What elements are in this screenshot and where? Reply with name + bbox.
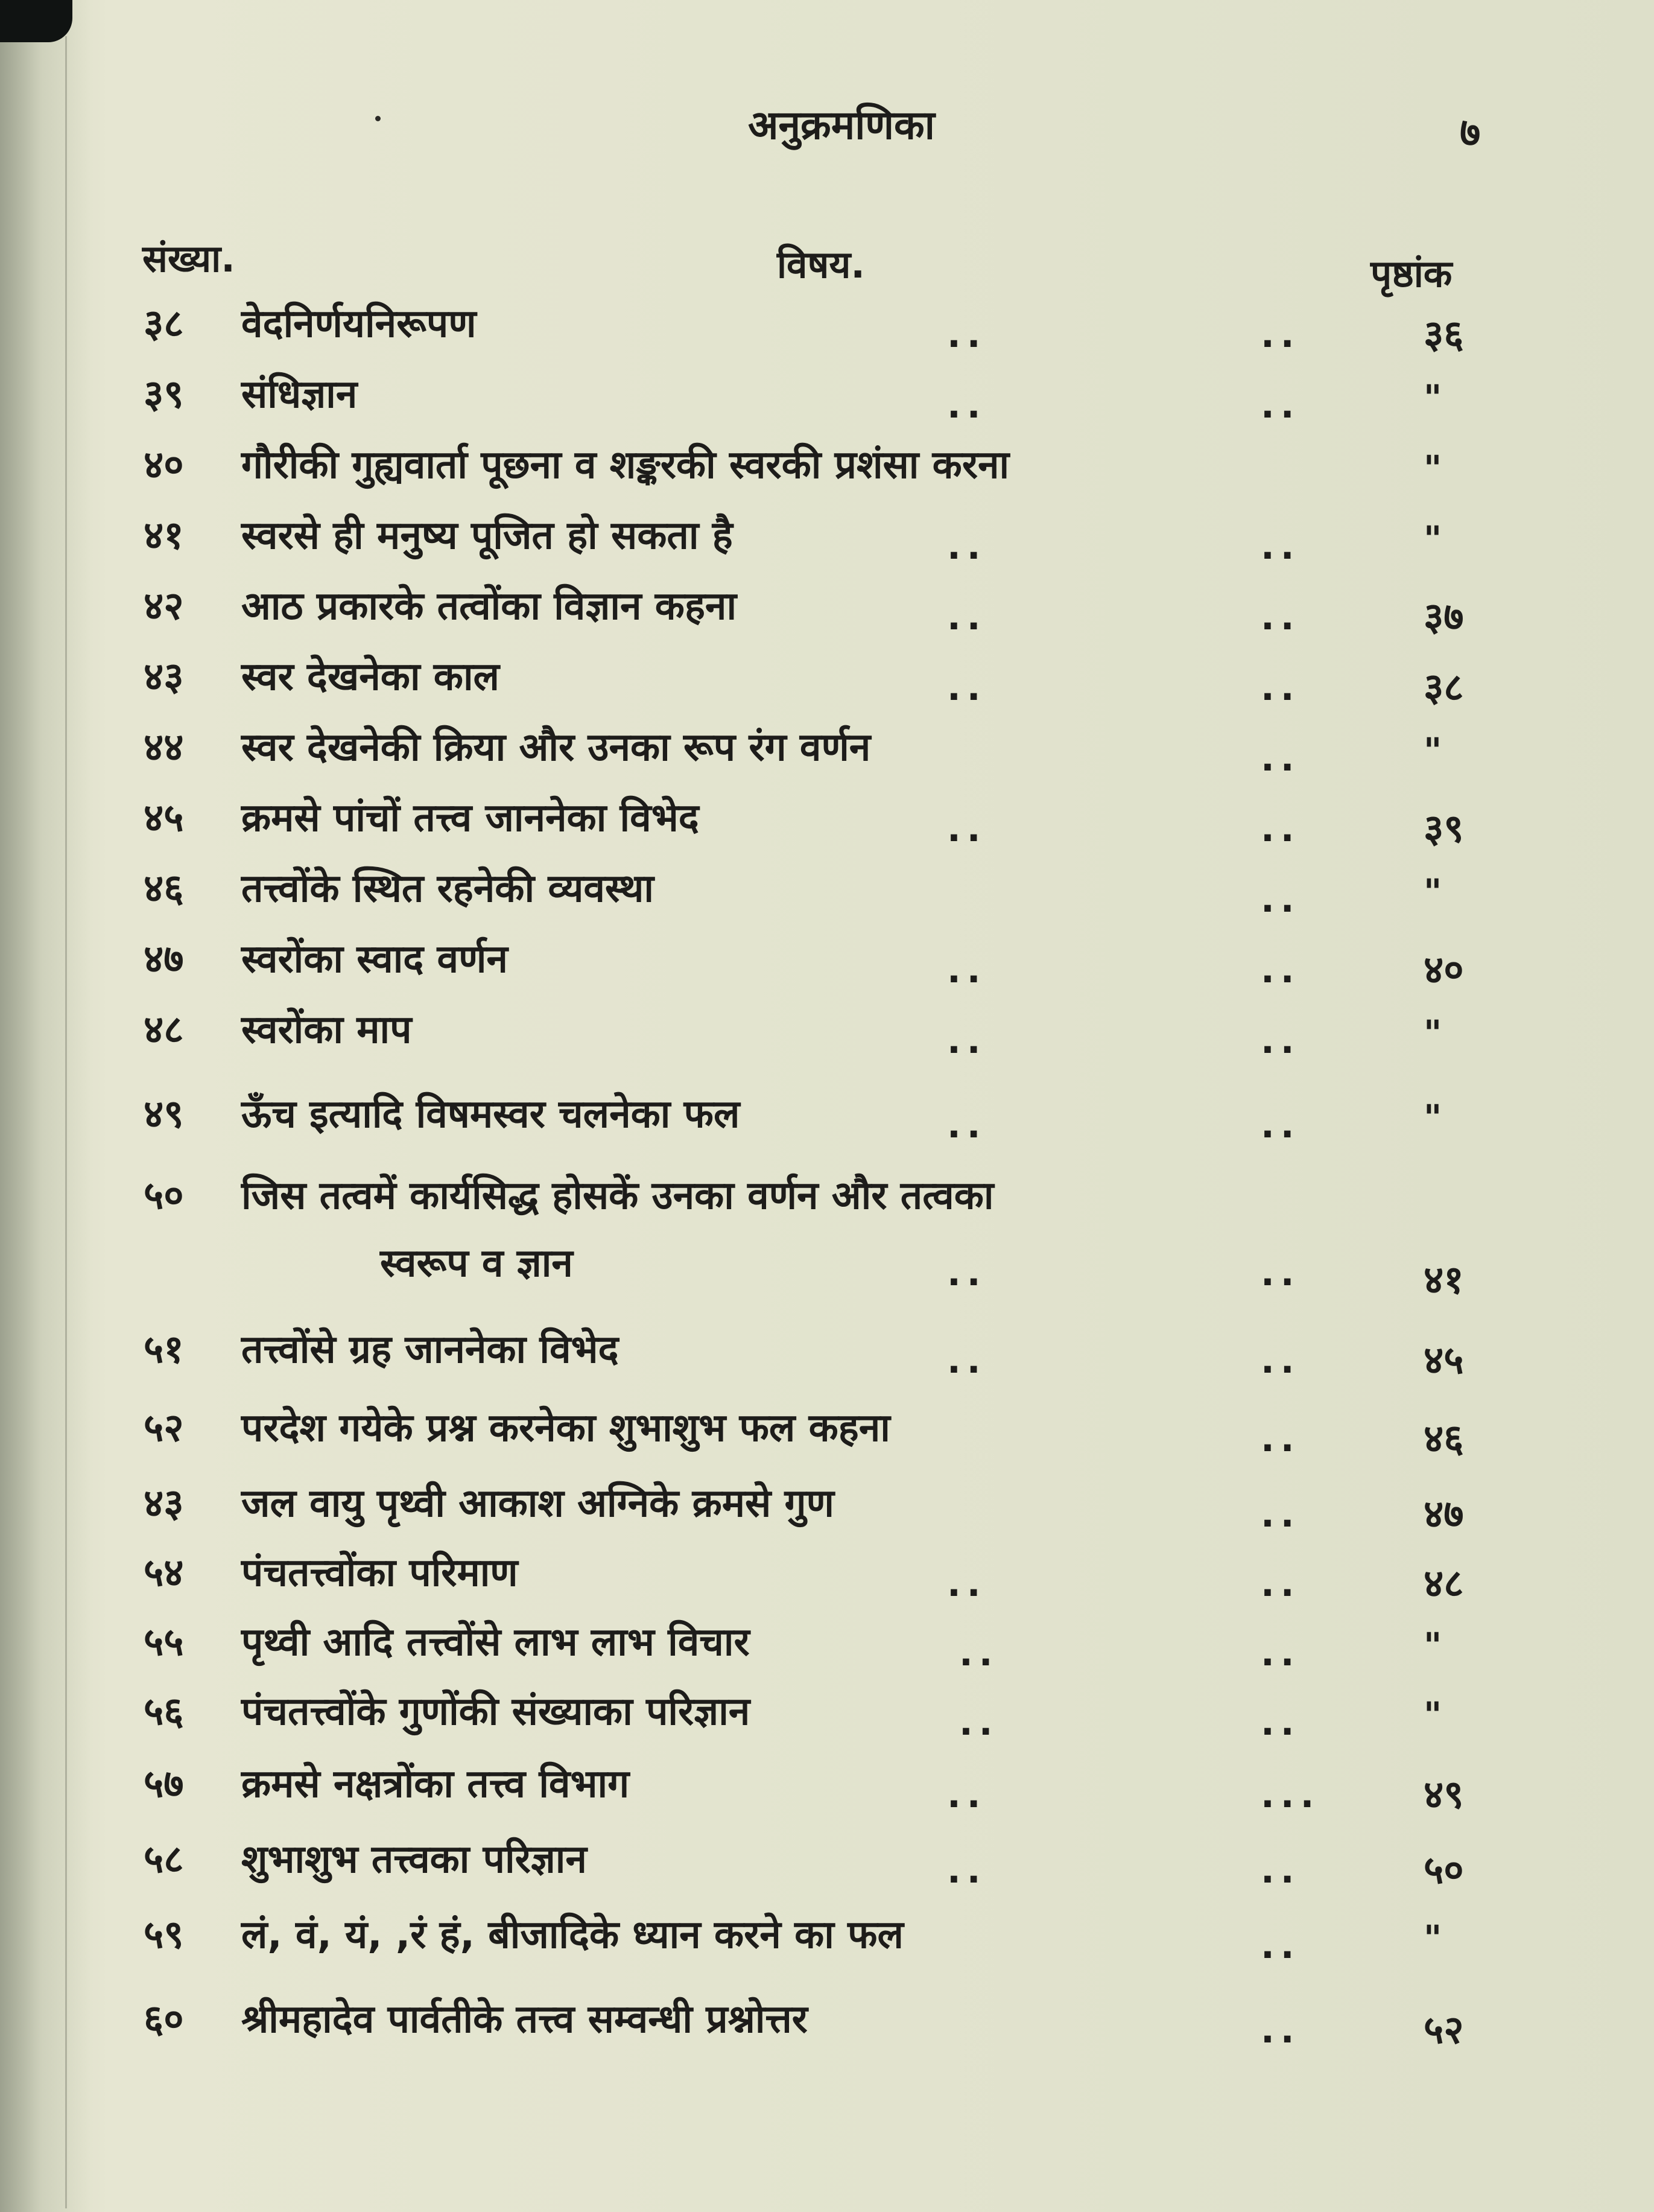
row-page: ५० (1424, 1848, 1464, 1893)
toc-row: ४३ जल वायु पृथ्वी आकाश अग्निके क्रमसे गुण .. ४७ (0, 1475, 1654, 1548)
row-title-continued: स्वरूप व ज्ञान (380, 1241, 573, 1286)
page-corner-shadow (0, 0, 72, 42)
row-title: संधिज्ञान (241, 372, 358, 417)
row-page: " (1424, 730, 1442, 771)
row-page: ५२ (1424, 2008, 1464, 2053)
row-page: ३९ (1424, 807, 1464, 851)
row-number: ४३ (144, 655, 184, 699)
row-title: शुभाशुभ तत्त्वका परिज्ञान (241, 1837, 587, 1882)
column-header-number: संख्या. (142, 237, 235, 281)
row-number: ४५ (144, 796, 184, 841)
toc-row: ४३ स्वर देखनेका काल .. .. ३८ (0, 649, 1654, 721)
row-page: " (1424, 377, 1442, 418)
toc-row: ५८ शुभाशुभ तत्त्वका परिज्ञान .. .. ५० (0, 1831, 1654, 1904)
row-number: ५७ (144, 1762, 184, 1807)
row-page: ३७ (1424, 595, 1464, 640)
row-title: स्वर देखनेकी क्रिया और उनका रूप रंग वर्णन (241, 725, 871, 770)
toc-row: ४७ स्वरोंका स्वाद वर्णन .. .. ४० (0, 931, 1654, 1003)
row-page: " (1424, 1918, 1442, 1959)
page-number: ७ (1460, 109, 1481, 156)
row-number: ५४ (144, 1551, 184, 1595)
row-number: ४३ (144, 1481, 184, 1526)
toc-row: ६० श्रीमहादेव पार्वतीके तत्त्व सम्वन्धी प्रश्नोत्तर .. ५२ (0, 1991, 1654, 2064)
toc-row: ५१ तत्त्वोंसे ग्रह जाननेका विभेद .. .. ४५ (0, 1321, 1654, 1394)
row-title: स्वरसे ही मनुष्य पूजित हो सकता है (241, 513, 733, 558)
toc-row: ४१ स्वरसे ही मनुष्य पूजित हो सकता है .. .. " (0, 507, 1654, 580)
row-title: परदेश गयेके प्रश्न करनेका शुभाशुभ फल कहना (241, 1406, 890, 1451)
row-number: ५० (144, 1174, 184, 1218)
row-number: ४० (144, 443, 184, 488)
row-title: स्वरोंका माप (241, 1008, 412, 1052)
row-title: पृथ्वी आदि तत्त्वोंसे लाभ लाभ विचार (241, 1620, 750, 1665)
row-number: ५५ (144, 1620, 184, 1665)
row-title: स्वरोंका स्वाद वर्णन (241, 937, 508, 982)
row-number: ४२ (144, 584, 184, 629)
row-number: ५८ (144, 1837, 184, 1882)
toc-row: ३९ संधिज्ञान .. .. " (0, 366, 1654, 439)
row-title: वेदनिर्णयनिरूपण (241, 302, 477, 346)
row-page: ४५ (1424, 1338, 1464, 1383)
row-page: ४१ (1424, 1258, 1464, 1303)
row-title: गौरीकी गुह्यवार्ता पूछना व शङ्करकी स्वरकी प्रशंसा करना (241, 443, 1010, 488)
row-number: ४४ (144, 725, 184, 770)
toc-row: ४८ स्वरोंका माप .. .. " (0, 1002, 1654, 1074)
row-number: ४९ (144, 1092, 184, 1137)
row-page: " (1424, 518, 1442, 559)
toc-row: ४६ तत्त्वोंके स्थित रहनेकी व्यवस्था .. " (0, 860, 1654, 933)
row-page: " (1424, 1694, 1442, 1735)
toc-row: ५४ पंचतत्त्वोंका परिमाण .. .. ४८ (0, 1545, 1654, 1617)
row-number: ५९ (144, 1913, 184, 1957)
row-title: तत्त्वोंके स्थित रहनेकी व्यवस्था (241, 866, 654, 911)
row-title: पंचतत्त्वोंका परिमाण (241, 1551, 518, 1595)
toc-row: ३८ वेदनिर्णयनिरूपण .. .. ३६ (0, 296, 1654, 368)
row-number: ४६ (144, 866, 184, 911)
row-number: ५२ (144, 1406, 184, 1451)
row-number: ५६ (144, 1689, 184, 1734)
row-page: " (1424, 871, 1442, 912)
row-number: ४१ (144, 513, 184, 558)
toc-row: ४५ क्रमसे पांचों तत्त्व जाननेका विभेद .. .. ३९ (0, 790, 1654, 862)
row-number: ६० (144, 1997, 184, 2042)
row-title: श्रीमहादेव पार्वतीके तत्त्व सम्वन्धी प्रश्नोत्तर (241, 1997, 808, 2042)
row-page: ४० (1424, 948, 1464, 993)
page-header-title: अनुक्रमणिका (748, 102, 935, 148)
toc-row: ५५ पृथ्वी आदि तत्त्वोंसे लाभ लाभ विचार .. .. " (0, 1614, 1654, 1686)
row-page: " (1424, 448, 1442, 489)
toc-row: ५७ क्रमसे नक्षत्रोंका तत्त्व विभाग .. ... ४९ (0, 1756, 1654, 1828)
row-title: जल वायु पृथ्वी आकाश अग्निके क्रमसे गुण (241, 1481, 834, 1526)
row-title: क्रमसे नक्षत्रोंका तत्त्व विभाग (241, 1762, 630, 1807)
toc-row: ४२ आठ प्रकारके तत्वोंका विज्ञान कहना .. .. ३७ (0, 578, 1654, 650)
row-title: लं, वं, यं, ,रं हं, बीजादिके ध्यान करने का फल (241, 1913, 904, 1957)
column-header-page: पृष्ठांक (1370, 252, 1453, 296)
row-page: " (1424, 1097, 1442, 1138)
row-title: पंचतत्त्वोंके गुणोंकी संख्याका परिज्ञान (241, 1689, 750, 1734)
toc-row: ५० जिस तत्वमें कार्यसिद्ध होसकें उनका वर्णन और तत्वका स्वरूप व ज्ञान .. .. ४१ (0, 1168, 1654, 1306)
toc-row: ४४ स्वर देखनेकी क्रिया और उनका रूप रंग वर्णन .. " (0, 719, 1654, 792)
toc-row: ४९ ऊँच इत्यादि विषमस्वर चलनेका फल .. .. " (0, 1086, 1654, 1158)
row-title: तत्त्वोंसे ग्रह जाननेका विभेद (241, 1327, 619, 1372)
row-page: " (1424, 1012, 1442, 1054)
row-page: ४८ (1424, 1562, 1464, 1606)
row-page: ४७ (1424, 1492, 1464, 1537)
row-number: ३९ (144, 372, 184, 417)
ink-dot (375, 116, 381, 121)
toc-row: ५६ पंचतत्त्वोंके गुणोंकी संख्याका परिज्ञान .. .. " (0, 1683, 1654, 1756)
row-page: ४६ (1424, 1417, 1464, 1461)
row-number: ३८ (144, 302, 184, 346)
row-title: ऊँच इत्यादि विषमस्वर चलनेका फल (241, 1092, 740, 1137)
row-page: " (1424, 1625, 1442, 1666)
column-header-subject: विषय. (777, 243, 865, 287)
row-number: ५१ (144, 1327, 184, 1372)
row-number: ४८ (144, 1008, 184, 1052)
row-title: स्वर देखनेका काल (241, 655, 499, 699)
row-title: आठ प्रकारके तत्वोंका विज्ञान कहना (241, 584, 737, 629)
row-number: ४७ (144, 937, 184, 982)
row-title: जिस तत्वमें कार्यसिद्ध होसकें उनका वर्णन और तत्वका (241, 1174, 994, 1218)
toc-row: ५२ परदेश गयेके प्रश्न करनेका शुभाशुभ फल कहना .. ४६ (0, 1400, 1654, 1472)
toc-row (0, 437, 1654, 509)
row-title: क्रमसे पांचों तत्त्व जाननेका विभेद (241, 796, 699, 841)
row-page: ४९ (1424, 1773, 1464, 1817)
row-page: ३६ (1424, 313, 1464, 357)
row-page: ३८ (1424, 666, 1464, 710)
toc-row: ५९ लं, वं, यं, ,रं हं, बीजादिके ध्यान करने का फल .. " (0, 1907, 1654, 1979)
